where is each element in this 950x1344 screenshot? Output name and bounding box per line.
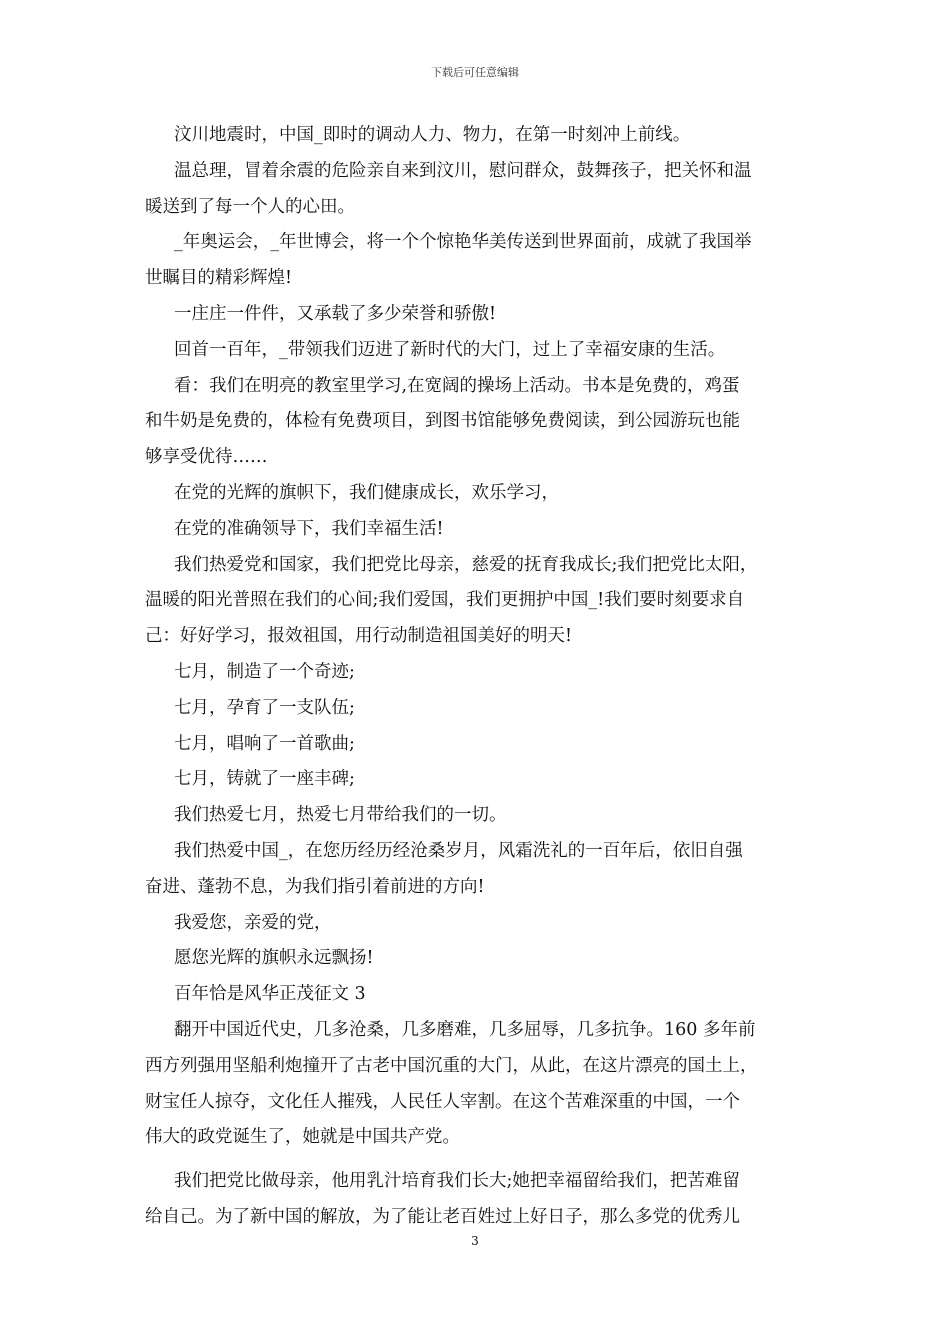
paragraph-gap <box>145 1156 810 1164</box>
page-header-note: 下载后可任意编辑 <box>431 66 519 79</box>
text-line: 七月，唱响了一首歌曲; <box>174 733 355 754</box>
text-line: 和牛奶是免费的，体检有免费项目，到图书馆能够免费阅读，到公园游玩也能 <box>145 411 740 432</box>
text-line: 在党的光辉的旗帜下，我们健康成长，欢乐学习， <box>174 482 559 503</box>
text-line: 七月，孕育了一支队伍; <box>174 697 355 718</box>
text-line: 我们把党比做母亲，他用乳汁培育我们长大;她把幸福留给我们，把苦难留 <box>174 1171 740 1192</box>
text-line: 翻开中国近代史，几多沧桑，几多磨难，几多屈辱，几多抗争。160 多年前 <box>174 1019 756 1040</box>
text-line: 我们热爱党和国家，我们把党比母亲，慈爱的抚育我成长;我们把党比太阳， <box>174 554 758 575</box>
text-line: 世瞩目的精彩辉煌! <box>145 268 293 289</box>
text-line: 回首一百年，_带领我们迈进了新时代的大门，过上了幸福安康的生活。 <box>174 339 726 360</box>
text-line: 伟大的政党诞生了，她就是中国共产党。 <box>145 1127 460 1148</box>
text-line: 我们热爱七月，热爱七月带给我们的一切。 <box>174 805 507 826</box>
text-line: 在党的准确领导下，我们幸福生活! <box>174 518 444 539</box>
text-line: _年奥运会，_年世博会，将一个个惊艳华美传送到世界面前，成就了我国举 <box>174 232 752 253</box>
text-line: 够享受优待…… <box>145 447 268 468</box>
text-line: 给自己。为了新中国的解放，为了能让老百姓过上好日子，那么多党的优秀儿 <box>145 1206 740 1227</box>
text-line: 一庄庄一件件，又承载了多少荣誉和骄傲! <box>174 303 497 324</box>
text-line: 汶川地震时，中国_即时的调动人力、物力，在第一时刻冲上前线。 <box>174 125 691 145</box>
text-line: 百年恰是风华正茂征文 3 <box>174 984 366 1005</box>
text-line: 愿您光辉的旗帜永远飘扬! <box>174 948 374 969</box>
text-line: 我们热爱中国_，在您历经历经沧桑岁月，风霜洗礼的一百年后，依旧自强 <box>174 840 743 861</box>
page-number: 3 <box>471 1234 479 1248</box>
text-line: 看：我们在明亮的教室里学习,在宽阔的操场上活动。书本是免费的，鸡蛋 <box>174 375 740 396</box>
text-line: 我爱您，亲爱的党， <box>174 912 332 933</box>
text-line: 温总理，冒着余震的危险亲自来到汶川，慰问群众，鼓舞孩子，把关怀和温 <box>174 160 752 181</box>
text-line: 己：好好学习，报效祖国，用行动制造祖国美好的明天! <box>145 626 573 647</box>
text-line: 奋进、蓬勃不息，为我们指引着前进的方向! <box>145 876 485 897</box>
text-line: 温暖的阳光普照在我们的心间;我们爱国，我们更拥护中国_!我们要时刻要求自 <box>145 590 745 611</box>
text-line: 暖送到了每一个人的心田。 <box>145 196 355 217</box>
text-line: 七月，制造了一个奇迹; <box>174 661 355 682</box>
document-body <box>145 118 810 1236</box>
text-line: 财宝任人掠夺，文化任人摧残，人民任人宰割。在这个苦难深重的中国，一个 <box>145 1091 740 1112</box>
text-line: 七月，铸就了一座丰碑; <box>174 769 355 790</box>
text-line: 西方列强用坚船利炮撞开了古老中国沉重的大门，从此，在这片漂亮的国土上， <box>145 1055 758 1076</box>
